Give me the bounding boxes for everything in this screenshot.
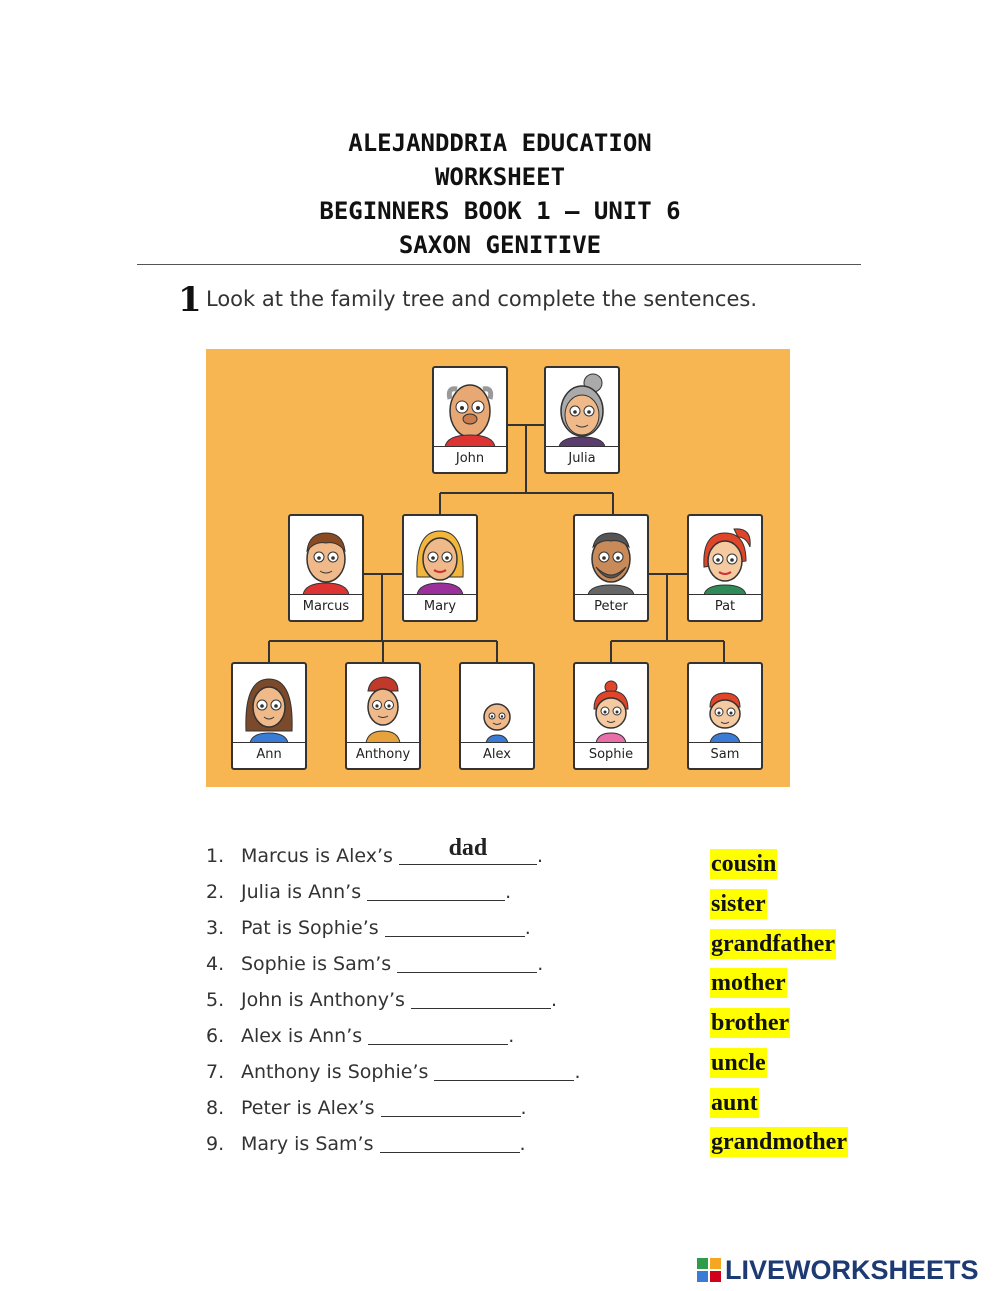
member-name: Ann bbox=[233, 742, 305, 768]
member-card-marcus bbox=[288, 514, 364, 622]
answer-blank-3[interactable] bbox=[385, 915, 525, 937]
sentence-5: 5. John is Anthony’s . bbox=[206, 989, 558, 1011]
exercise-instruction: Look at the family tree and complete the sentences. bbox=[206, 287, 757, 311]
word-bank-item[interactable]: grandmother bbox=[711, 1129, 847, 1155]
family-tree bbox=[206, 349, 790, 787]
grandfather-face-icon bbox=[435, 369, 505, 447]
word-bank-item[interactable]: sister bbox=[711, 891, 766, 917]
member-name: Sam bbox=[689, 742, 761, 768]
member-card-anthony bbox=[345, 662, 421, 770]
answer-text: dad bbox=[448, 835, 488, 861]
member-name: Peter bbox=[575, 594, 647, 620]
member-card-john bbox=[432, 366, 508, 474]
answer-blank-8[interactable] bbox=[381, 1095, 521, 1117]
member-card-peter bbox=[573, 514, 649, 622]
woman-face-icon bbox=[405, 517, 475, 595]
boy-face-icon bbox=[348, 665, 418, 743]
answer-blank-6[interactable] bbox=[368, 1023, 508, 1045]
bearded-man-face-icon bbox=[576, 517, 646, 595]
member-name: Sophie bbox=[575, 742, 647, 768]
worksheet-header bbox=[0, 126, 1000, 262]
sentence-6: 6. Alex is Ann’s . bbox=[206, 1025, 515, 1047]
member-name: Marcus bbox=[290, 594, 362, 620]
grandmother-face-icon bbox=[547, 369, 617, 447]
sentence-8: 8. Peter is Alex’s . bbox=[206, 1097, 527, 1119]
header-type: WORKSHEET bbox=[434, 163, 566, 191]
answer-blank-4[interactable] bbox=[397, 951, 537, 973]
member-name: John bbox=[434, 446, 506, 472]
logo-text: LIVEWORKSHEETS bbox=[725, 1254, 979, 1285]
answer-blank-2[interactable] bbox=[367, 879, 505, 901]
member-name: Mary bbox=[404, 594, 476, 620]
exercise-number: 1 bbox=[178, 280, 202, 320]
word-bank-item[interactable]: grandfather bbox=[711, 931, 835, 957]
member-name: Julia bbox=[546, 446, 618, 472]
header-book-unit: BEGINNERS BOOK 1 – UNIT 6 bbox=[319, 197, 681, 225]
red-haired-woman-face-icon bbox=[690, 517, 760, 595]
member-card-sophie bbox=[573, 662, 649, 770]
member-card-pat bbox=[687, 514, 763, 622]
sentence-3: 3. Pat is Sophie’s . bbox=[206, 917, 531, 939]
toddler-girl-face-icon bbox=[576, 665, 646, 743]
baby-face-icon bbox=[462, 665, 532, 743]
answer-blank-9[interactable] bbox=[380, 1131, 520, 1153]
answer-blank-5[interactable] bbox=[411, 987, 551, 1009]
member-card-julia bbox=[544, 366, 620, 474]
word-bank-item[interactable]: aunt bbox=[711, 1090, 758, 1116]
member-name: Anthony bbox=[347, 742, 419, 768]
word-bank-item[interactable]: mother bbox=[711, 970, 786, 996]
man-face-icon bbox=[291, 517, 361, 595]
liveworksheets-logo[interactable] bbox=[697, 1255, 979, 1285]
header-topic: SAXON GENITIVE bbox=[398, 231, 602, 259]
member-name: Pat bbox=[689, 594, 761, 620]
sentence-9: 9. Mary is Sam’s . bbox=[206, 1133, 526, 1155]
word-bank-item[interactable]: uncle bbox=[711, 1050, 766, 1076]
sentence-4: 4. Sophie is Sam’s . bbox=[206, 953, 544, 975]
member-card-ann bbox=[231, 662, 307, 770]
girl-face-icon bbox=[234, 665, 304, 743]
toddler-boy-face-icon bbox=[690, 665, 760, 743]
header-divider bbox=[137, 264, 861, 265]
sentence-7: 7. Anthony is Sophie’s . bbox=[206, 1061, 581, 1083]
answer-blank-1[interactable] bbox=[399, 835, 537, 865]
member-card-sam bbox=[687, 662, 763, 770]
member-name: Alex bbox=[461, 742, 533, 768]
word-bank-item[interactable]: brother bbox=[711, 1010, 790, 1036]
member-card-mary bbox=[402, 514, 478, 622]
word-bank-item[interactable]: cousin bbox=[711, 851, 777, 877]
sentence-2: 2. Julia is Ann’s . bbox=[206, 881, 512, 903]
member-card-alex bbox=[459, 662, 535, 770]
liveworksheets-logo-icon bbox=[697, 1258, 721, 1282]
header-school: ALEJANDDRIA EDUCATION bbox=[348, 129, 652, 157]
answer-blank-7[interactable] bbox=[434, 1059, 574, 1081]
sentence-1: 1. Marcus is Alex’s dad . bbox=[206, 835, 543, 867]
